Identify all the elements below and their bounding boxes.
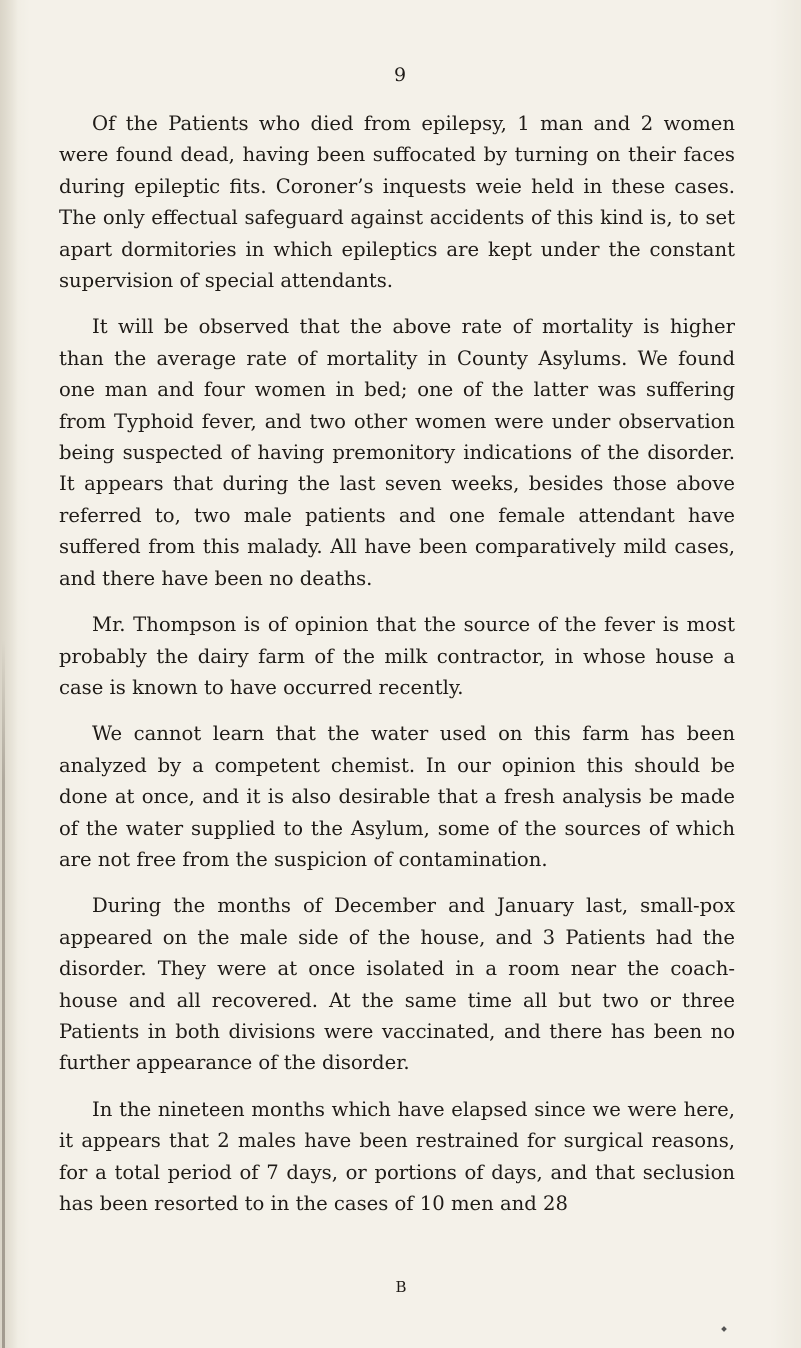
- paragraph-fever-source: Mr. Thompson is of opinion that the source of the fever is most probably the dairy farm of the milk contractor, in whose house a case is known to have occurred recently.: [59, 613, 735, 699]
- paragraph-mortality-typhoid: It will be observed that the above rate of mortality is higher than the average rate of mortality in County Asylums. We found one man and four women in bed; one of the latter was suffering from Typhoid fever, and two other women were under observation being suspected of having premonitory indications of the disorder. It appears that during the last seven weeks, besides those above referred to, two male patients and one female attendant have suffered from this malady. All have been comparatively mild cases, and there have been no deaths.: [59, 315, 735, 590]
- print-speck: [721, 1326, 727, 1332]
- paragraph-restraint-seclusion: In the nineteen months which have elapsed since we were here, it appears that 2 males have been restrained for surgical reasons, for a total period of 7 days, or portions of days, and that seclusion has been resorted to in the cases of 10 men and 28: [59, 1097, 735, 1215]
- paragraph-small-pox: During the months of December and January last, small-pox appeared on the male side of the house, and 3 Patients had the disorder. They were at once isolated in a room near the coach-house and all recovered. At the same time all but two or three Patients in both divisions were vaccinated, and there has been no further appearance of the disorder.: [59, 894, 735, 1075]
- page-fold-line: [2, 640, 5, 1348]
- page-number: 9: [393, 64, 407, 86]
- body-text: [59, 108, 735, 1234]
- signature-mark: B: [395, 1278, 407, 1296]
- paragraph-water-analysis: We cannot learn that the water used on this farm has been analyzed by a competent chemist. In our opinion this should be done at once, and it is also desirable that a fresh analysis be made of the water supplied to the Asylum, some of the sources of which are not free from the suspicion of contamination.: [59, 722, 735, 871]
- paragraph-epilepsy-deaths: Of the Patients who died from epilepsy, 1 man and 2 women were found dead, having been suffocated by turning on their faces during epileptic fits. Coroner’s inquests weie held in these cases. The only effectual safeguard against accidents of this kind is, to set apart dormitories in which epileptics are kept under the constant supervision of special attendants.: [59, 112, 735, 293]
